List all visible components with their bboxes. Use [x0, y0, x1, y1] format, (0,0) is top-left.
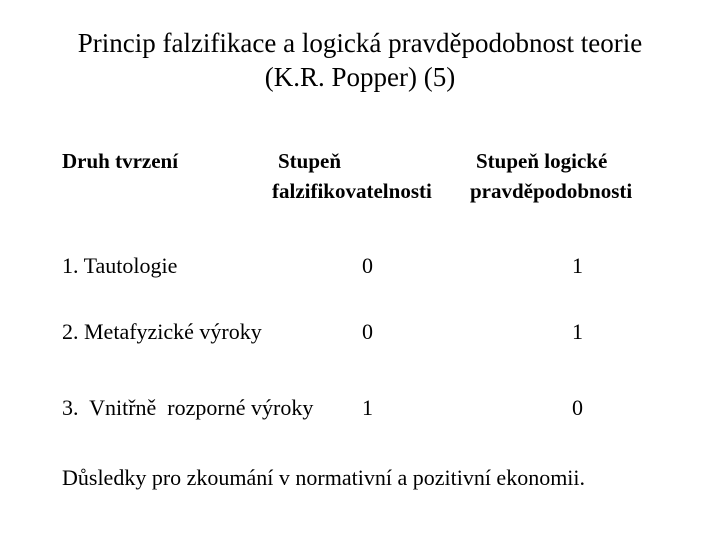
title-line-2: (K.R. Popper) (5) — [264, 62, 456, 92]
row-3-probability: 0 — [572, 395, 583, 420]
row-1-statement: 1. Tautologie — [62, 253, 178, 278]
header-probability-line-2: pravděpodobnosti — [470, 179, 633, 203]
row-2-statement: 2. Metafyzické výroky — [62, 319, 262, 344]
row-2-falsifiability: 0 — [362, 319, 373, 344]
row-3-statement: 3. Vnitřně rozporné výroky — [62, 395, 314, 420]
header-logical-probability — [470, 146, 665, 206]
header-probability-line-1: Stupeň logické — [476, 149, 608, 173]
row-2-probability: 1 — [572, 319, 583, 344]
header-statement-type: Druh tvrzení — [62, 149, 179, 173]
row-3-falsifiability: 1 — [362, 395, 373, 420]
row-1-falsifiability: 0 — [362, 253, 373, 278]
title-line-1: Princip falzifikace a logická pravděpodobnost teorie — [77, 28, 643, 58]
row-1-probability: 1 — [572, 253, 583, 278]
footer-note: Důsledky pro zkoumání v normativní a pozitivní ekonomii. — [62, 465, 586, 490]
header-falsifiability-line-1: Stupeň — [278, 149, 342, 173]
header-falsifiability-line-2: falzifikovatelnosti — [272, 179, 432, 203]
slide-title — [0, 26, 720, 94]
header-falsifiability — [272, 146, 472, 206]
